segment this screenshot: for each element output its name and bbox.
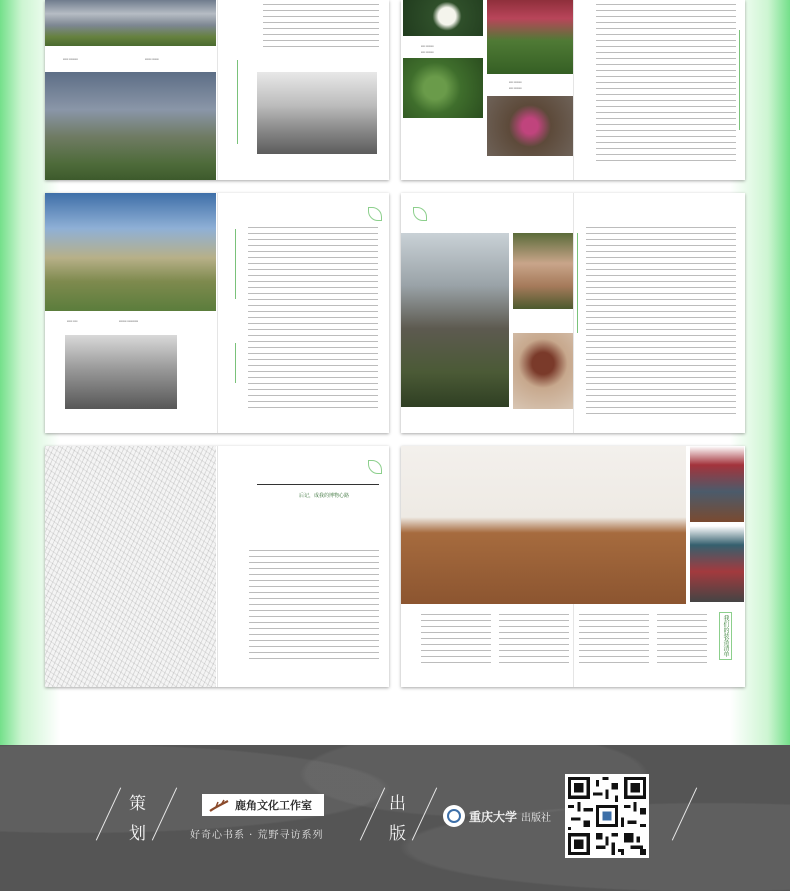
fungus-photo xyxy=(513,333,573,409)
gear-list-text xyxy=(421,614,491,668)
antler-icon xyxy=(208,798,230,812)
divider-slash xyxy=(672,788,697,841)
body-text-block xyxy=(596,4,736,162)
body-text-block xyxy=(263,4,379,52)
spread-gutter xyxy=(573,0,574,180)
photo-caption: ▪▪▪▪ ▪▪▪▪▪▪▪ xyxy=(421,50,434,54)
chapter-tab xyxy=(235,343,240,383)
gear-list-text xyxy=(579,614,649,668)
spread-6 xyxy=(401,446,745,687)
pink-orchid-photo xyxy=(487,96,573,156)
sketch-illustration xyxy=(45,446,216,687)
divider-slash xyxy=(412,788,437,841)
photo-caption: ▪▪▪▪▪▪▪ ▪▪▪▪▪▪▪▪▪▪ xyxy=(119,319,138,323)
gear-list-text xyxy=(499,614,569,668)
chapter-tab xyxy=(577,233,582,333)
spread-gutter xyxy=(217,0,218,180)
publish-label-char: 版 xyxy=(389,824,406,844)
body-text-block xyxy=(249,550,379,662)
spread-1 xyxy=(45,0,389,180)
photo-caption: ▪▪▪▪▪▪ ▪▪▪▪▪▪ xyxy=(145,57,159,61)
backpack-teal-photo xyxy=(690,526,744,602)
backpack-red-photo xyxy=(690,446,744,522)
leafy-plant-photo xyxy=(403,58,483,118)
photo-caption: ▪▪▪▪ ▪▪▪▪▪▪▪ xyxy=(421,44,434,48)
divider-slash xyxy=(360,788,385,841)
red-flower-spike-photo xyxy=(487,0,573,74)
chapter-tab xyxy=(235,229,240,299)
gear-list-title: 我们的装备清单 xyxy=(719,612,732,660)
spread-gutter xyxy=(217,193,218,433)
photo-caption: ▪▪▪▪ ▪▪▪▪▪▪▪ xyxy=(509,86,522,90)
qr-code-icon[interactable] xyxy=(565,774,649,858)
gear-layout-photo xyxy=(401,446,686,604)
publisher-suffix: 出版社 xyxy=(521,812,552,824)
publish-label-char: 出 xyxy=(389,794,406,814)
leaf-icon xyxy=(413,207,427,221)
alpine-peak-photo xyxy=(45,72,216,180)
leaf-icon xyxy=(368,207,382,221)
university-emblem-icon xyxy=(443,805,465,827)
plan-label-char: 策 xyxy=(129,794,146,814)
plan-label-char: 划 xyxy=(129,824,146,844)
white-flower-photo xyxy=(403,0,483,36)
boulder-meadow-photo xyxy=(45,193,216,311)
spread-4 xyxy=(401,193,745,433)
rock-pillar-group-photo xyxy=(401,233,509,407)
spread-2 xyxy=(401,0,745,180)
postscript-title: 后记，成我的博物心路 xyxy=(299,493,350,499)
spread-gutter xyxy=(217,446,218,687)
gear-list-text xyxy=(657,614,707,668)
group-bw-photo xyxy=(65,335,177,409)
publisher-name: 重庆大学 xyxy=(469,809,518,824)
studio-name: 鹿角文化工作室 xyxy=(235,799,312,812)
spread-5 xyxy=(45,446,389,687)
divider-slash xyxy=(96,788,121,841)
spread-3 xyxy=(45,193,389,433)
body-text-block xyxy=(248,227,378,413)
series-name: 好奇心书系 · 荒野寻访系列 xyxy=(190,830,324,841)
studio-badge xyxy=(202,794,324,816)
mountain-slope-photo xyxy=(45,0,216,46)
title-rule xyxy=(257,484,379,485)
footer-banner xyxy=(0,745,790,891)
publisher-logo xyxy=(443,805,551,827)
spread-gutter xyxy=(573,193,574,433)
hand-specimen-photo xyxy=(513,233,573,309)
body-text-block xyxy=(586,227,736,417)
photo-caption: ▪▪▪▪▪ ▪▪▪▪ xyxy=(67,319,78,323)
chapter-tab xyxy=(237,60,242,144)
photo-caption: ▪▪▪▪ ▪▪▪▪▪▪▪ xyxy=(509,80,522,84)
chapter-tab xyxy=(739,30,744,130)
snow-peak-bw-photo xyxy=(257,72,377,154)
photo-caption: ▪▪▪▪▪ ▪▪▪▪▪▪▪▪ xyxy=(63,57,78,61)
divider-slash xyxy=(152,788,177,841)
leaf-icon xyxy=(368,460,382,474)
